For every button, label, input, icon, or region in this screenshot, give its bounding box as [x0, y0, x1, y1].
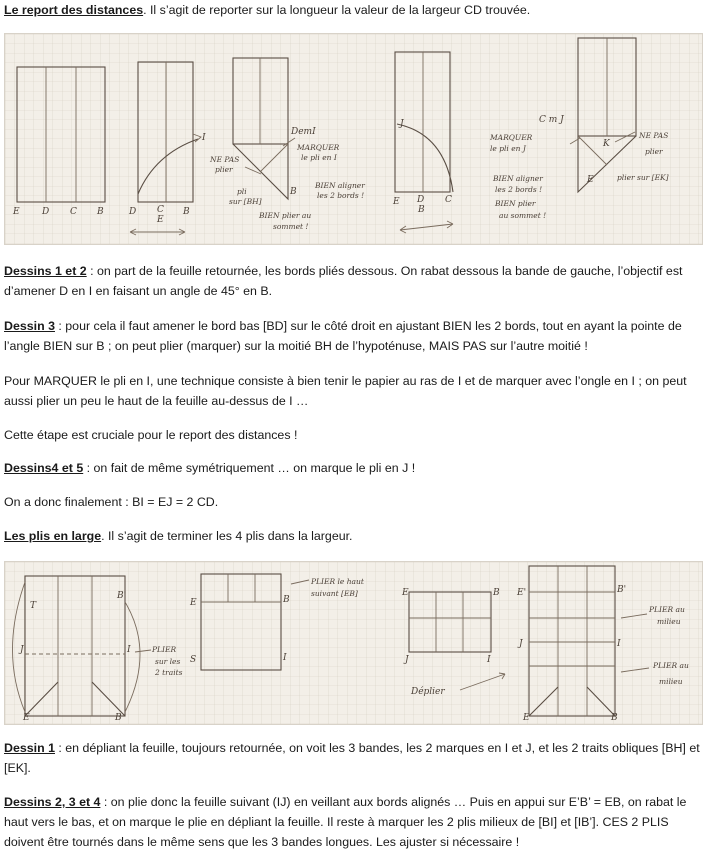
label-c3: C	[445, 195, 452, 205]
note-pli-2: sur [BH]	[229, 197, 262, 206]
note-plier-milieu-2: milieu	[657, 617, 681, 626]
note-bien-plier-2: sommet !	[273, 222, 309, 231]
section-title: Les plis en large	[4, 529, 102, 543]
note-plier-1: PLIER	[152, 645, 177, 654]
note-plier-ek: plier sur [EK]	[617, 173, 669, 182]
note-ne-pas-2: plier	[215, 165, 233, 174]
section-text: . Il s’agit de reporter sur la longueur la valeur de la largeur CD trouvée.	[143, 3, 531, 17]
label-b-prime: B'	[117, 591, 127, 601]
label-e4: E	[587, 175, 594, 185]
note-bien-aligner2-1: BIEN aligner	[493, 174, 543, 183]
label-b3: B	[290, 187, 297, 197]
label-t: T	[30, 601, 37, 611]
section-text: . Il s’agit de terminer les 4 plis dans la largeur.	[101, 529, 353, 543]
note-marquer-2: le pli en I	[301, 153, 337, 162]
section-text: : on part de la feuille retournée, les bords pliés dessous. On rabat dessous la bande de gauche, l’objectif est d’amener D en I en faisant un angle de 45° en B.	[4, 264, 683, 298]
section-text: : pour cela il faut amener le bord bas [BD] sur le côté droit en ajustant BIEN les 2 bords, tout en ayant la pointe de l’angle BIEN sur B ; on peut plier (marquer) sur la moitié BH de l’hypoténuse, MAIS PAS sur l’autre moitié !	[4, 319, 682, 353]
section-title: Dessin 3	[4, 319, 55, 333]
label-b6: B	[611, 713, 618, 723]
label-j3: J	[519, 639, 523, 649]
note-ne-pas2-2: plier	[645, 147, 663, 156]
note-plier-milieu2-2: milieu	[659, 677, 683, 686]
para-cruciale: Cette étape est cruciale pour le report des distances !	[4, 428, 298, 442]
note-plier-3: 2 traits	[155, 668, 183, 677]
label-i: I	[202, 133, 206, 143]
sketch-photo-plis-large	[4, 561, 703, 725]
label-b: B	[115, 713, 122, 723]
label-b4: B	[418, 205, 425, 215]
para-finalement: On a donc finalement : BI = EJ = 2 CD.	[4, 495, 219, 509]
note-plier-milieu2-1: PLIER au	[653, 661, 689, 670]
note-pli-1: pli	[237, 187, 247, 196]
note-bien-aligner-1: BIEN aligner	[315, 181, 365, 190]
section-title: Dessins 1 et 2	[4, 264, 87, 278]
section-text: : on fait de même symétriquement … on marque le pli en J !	[83, 461, 416, 475]
label-i4: I	[617, 639, 621, 649]
section-report-distances	[4, 0, 701, 20]
note-plier-milieu-1: PLIER au	[649, 605, 685, 614]
label-b2: B	[183, 207, 190, 217]
label-cmj: C m J	[539, 115, 564, 125]
label-k: K	[603, 139, 610, 149]
label-e3: E	[393, 197, 400, 207]
label-b3: B	[283, 595, 290, 605]
label-e: E	[23, 713, 30, 723]
note-plier-haut-2: suivant [EB]	[311, 589, 358, 598]
label-d: D	[42, 207, 50, 217]
label-e5: E	[523, 713, 530, 723]
section-text: : on plie donc la feuille suivant (IJ) en veillant aux bords alignés … Puis en appui sur E’B’ = EB, on rabat le haut vers le bas, et on marque le plie en dépliant la feuille. Il reste à marquer les 2 plis milieux de [BI] et [IB’]. CES 2 PLIS doivent être tournés dans le même sens que les 3 bandes longues. Les ajuster si nécessaire !	[4, 795, 687, 849]
label-i: I	[127, 645, 131, 655]
label-deplier: Déplier	[411, 687, 445, 697]
label-e2: E	[190, 598, 197, 608]
section-title: Dessins 2, 3 et 4	[4, 795, 101, 809]
section-plis-en-large	[4, 526, 701, 546]
note-plier-2: sur les	[155, 657, 181, 666]
note-bien-plier-1: BIEN plier au	[259, 211, 312, 220]
note-ne-pas-1: NE PAS	[210, 155, 240, 164]
label-j: J	[400, 119, 404, 129]
note-bien-aligner-2: les 2 bords !	[317, 191, 365, 200]
label-s: S	[190, 655, 197, 665]
label-e4: E'	[517, 588, 527, 598]
note-ne-pas2-1: NE PAS	[639, 131, 669, 140]
label-dem-i: DemI	[291, 127, 316, 137]
section-title: Dessins4 et 5	[4, 461, 84, 475]
note-marquer-j-2: le pli en J	[490, 144, 526, 153]
label-j2: J	[405, 655, 409, 665]
section-dessins-1-2	[4, 261, 701, 301]
note-plier-haut-1: PLIER le haut	[311, 577, 364, 586]
note-bien-aligner2-2: les 2 bords !	[495, 185, 543, 194]
section-text: : en dépliant la feuille, toujours retournée, on voit les 3 bandes, les 2 marques en I et J, et les 2 traits obliques [BH] et [EK].	[4, 741, 700, 775]
section-dessins-4-5	[4, 458, 701, 478]
section-title: Le report des distances	[4, 3, 144, 17]
label-e3: E	[402, 588, 409, 598]
section-dessin-3	[4, 316, 701, 356]
label-j: J	[20, 645, 24, 655]
note-marquer-j-1: MARQUER	[490, 133, 533, 142]
note-bien-plier2-2: au sommet !	[499, 211, 547, 220]
note-bien-plier2-1: BIEN plier	[495, 199, 536, 208]
para-marquer: Pour MARQUER le pli en I, une technique consiste à bien tenir le papier au ras de I et de marquer avec l’ongle en I ; on peut aussi plier un peu le haut de la feuille au-dessus de I …	[4, 374, 687, 408]
section-dessins-2-3-4	[4, 792, 701, 852]
label-d2: D	[129, 207, 137, 217]
label-d3: D	[417, 195, 425, 205]
label-e: E	[13, 207, 20, 217]
label-b5: B'	[617, 585, 627, 595]
label-e2: E	[157, 215, 164, 225]
section-title: Dessin 1	[4, 741, 55, 755]
label-c: C	[70, 207, 77, 217]
note-marquer-1: MARQUER	[297, 143, 340, 152]
label-c2: C	[157, 205, 164, 215]
label-i2: I	[283, 653, 287, 663]
section-dessin-1	[4, 738, 701, 778]
label-b4: B	[493, 588, 500, 598]
sketch-photo-distances	[4, 33, 703, 245]
label-i3: I	[487, 655, 491, 665]
label-b: B	[97, 207, 104, 217]
